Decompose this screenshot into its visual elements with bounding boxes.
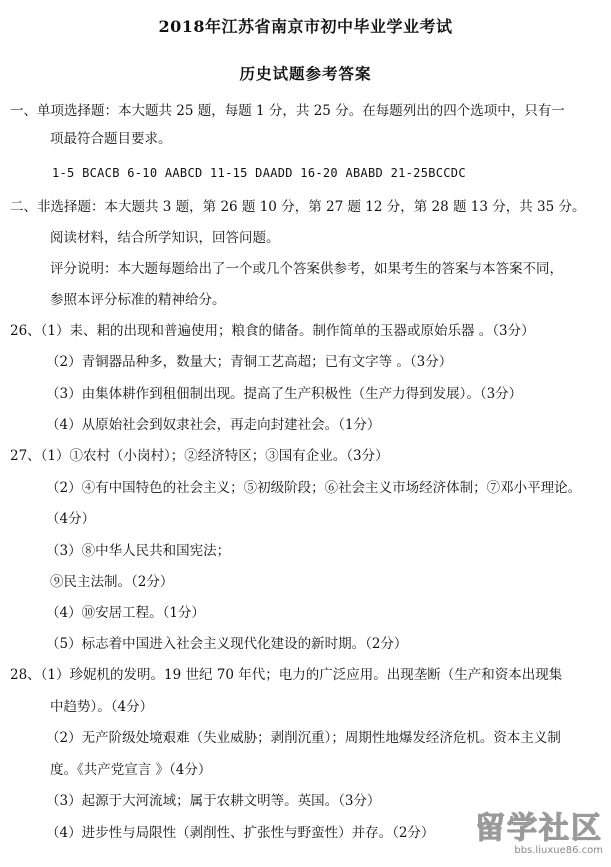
q27-answer-2-cont: （4分） <box>46 511 96 527</box>
watermark-logo-text: 留学社区 <box>475 811 603 846</box>
q28-answer-2: （2）无产阶级处境艰难（失业威胁；剥削沉重）；周期性地爆发经济危机。资本主义制 <box>46 730 561 746</box>
q28-answer-3: （3）起源于大河流域；属于农耕文明等。英国。（3分） <box>46 793 381 809</box>
q27-answer-3-cont: ⑨民主法制。（2分） <box>50 574 174 590</box>
section1-heading-line1: 一、单项选择题：本大题共 25 题，每题 1 分，共 25 分。在每题列出的四个选项中，只有一 <box>10 103 565 119</box>
watermark <box>475 813 603 857</box>
q27-answer-1: 27、（1）①农村（小岗村）；②经济特区；③国有企业。（3分） <box>10 448 389 464</box>
q28-answer-1: 28、（1）珍妮机的发明。19 世纪 70 年代；电力的广泛应用。出现垄断（生产和资本出现集 <box>10 667 563 683</box>
q27-answer-3: （3）⑧中华人民共和国宪法； <box>46 543 231 559</box>
q26-answer-3: （3）由集体耕作到租佃制出现。提高了生产积极性（生产力得到发展）。（3分） <box>46 386 523 402</box>
q28-answer-1-cont: 中趋势）。（4分） <box>50 699 154 715</box>
section1-answers: 1-5 BCACB 6-10 AABCD 11-15 DAADD 16-20 ABABD 21-25BCCDC <box>52 166 466 180</box>
section2-heading-line1: 二、非选择题：本大题共 3 题，第 26 题 10 分，第 27 题 12 分，第 28 题 13 分，共 35 分。 <box>10 199 586 215</box>
document-title: 2018年江苏省南京市初中毕业学业考试 <box>158 17 453 36</box>
q26-answer-2: （2）青铜器品种多，数量大；青铜工艺高超；已有文字等 。（3分） <box>46 354 453 370</box>
q26-answer-4: （4）从原始社会到奴隶社会，再走向封建社会。（1分） <box>46 417 381 433</box>
scoring-note-line1: 评分说明：本大题每题给出了一个或几个答案供参考，如果考生的答案与本答案不同， <box>50 261 563 277</box>
q27-answer-5: （5）标志着中国进入社会主义现代化建设的新时期。（2分） <box>46 636 408 652</box>
q28-answer-2-cont: 度。《共产党宣言 》（4分） <box>50 762 212 778</box>
watermark-url: bbs.liuxue86.com <box>514 845 603 856</box>
section1-heading-line2: 项最符合题目要求。 <box>50 131 172 147</box>
section2-heading-line2: 阅读材料，结合所学知识，回答问题。 <box>50 230 280 246</box>
q27-answer-2: （2）④有中国特色的社会主义；⑤初级阶段；⑥社会主义市场经济体制；⑦邓小平理论。 <box>46 480 582 496</box>
q28-answer-4: （4）进步性与局限性（剥削性、扩张性与野蛮性）并存。（2分） <box>46 825 435 841</box>
q27-answer-4: （4）⑩安居工程。（1分） <box>46 605 205 621</box>
q26-answer-1: 26、（1）耒、耜的出现和普遍使用；粮食的储备。制作简单的玉器或原始乐器 。（3分） <box>10 323 535 339</box>
document-subtitle: 历史试题参考答案 <box>239 64 372 83</box>
scoring-note-line2: 参照本评分标准的精神给分。 <box>50 292 226 308</box>
